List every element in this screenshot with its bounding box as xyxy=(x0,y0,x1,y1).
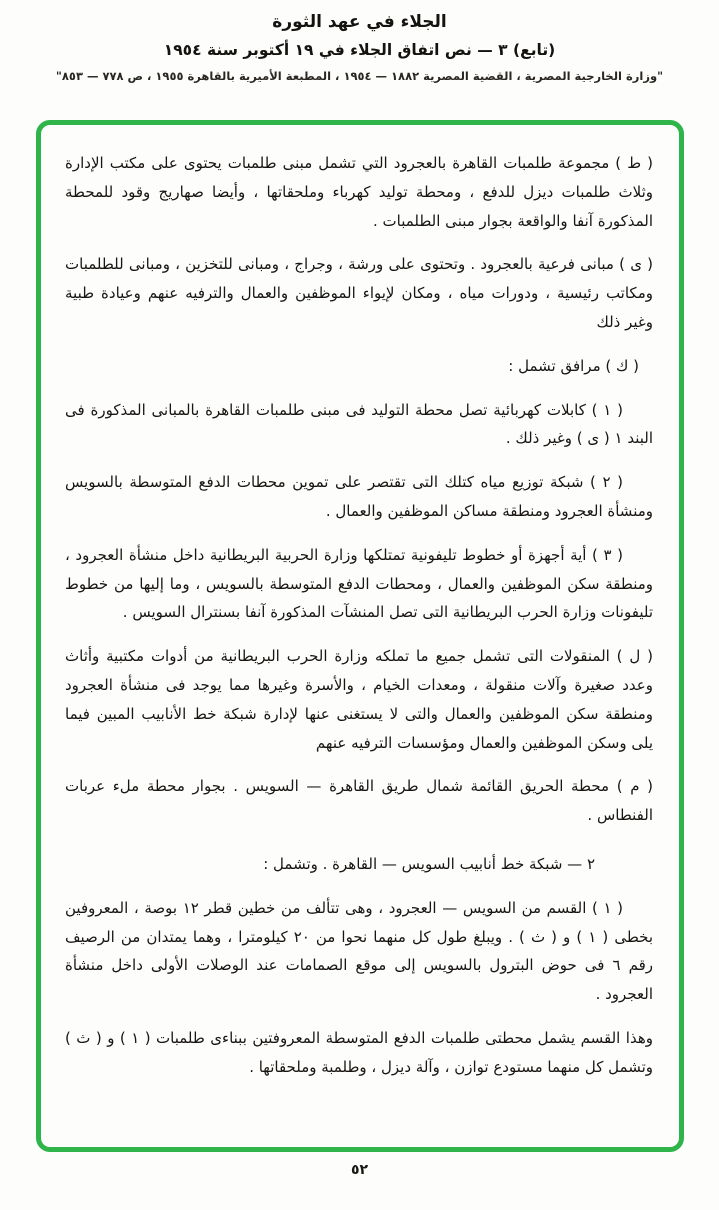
page-number: ٥٢ xyxy=(350,1162,369,1178)
clause-ta: ( ط ) مجموعة طلمبات القاهرة بالعجرود التي تشمل مبنى طلمبات يحتوى على مكتب الإدارة وثلاث طلمبات ديزل للدفع ، ومحطة توليد كهرباء وملحقاتها ، وأيضا صهاريج وقود للمحطة المذكورة آنفا والواقعة بجوار مبنى الطلمبات . xyxy=(65,154,653,230)
subclause-1: ( ١ ) كابلات كهربائية تصل محطة التوليد فى مبنى طلمبات القاهرة بالمبانى المذكورة فى البند ١ ( ى ) وغير ذلك . xyxy=(65,400,653,448)
source-citation: "وزارة الخارجية المصرية ، القضية المصرية ١٨٨٢ — ١٩٥٤ ، المطبعة الأميرية بالقاهرة ١٩٥٥ ، ص ٧٧٨ — ٨٥٣" xyxy=(55,69,664,83)
section-2-subclause-1: ( ١ ) القسم من السويس — العجرود ، وهى تتألف من خطين قطر ١٢ بوصة ، المعروفين بخطى ( ١ ) و ( ث ) . ويبلغ طول كل منهما نحوا من ٢٠ كيلومترا ، وهما يمتدان من الرصيف رقم ٦ فى حوض البترول بالسويس إلى موقع الصمامات عند الوصلات الأولى داخل منشأة العجرود . xyxy=(65,898,653,1004)
document-header xyxy=(0,12,719,83)
page-title: الجلاء في عهد الثورة xyxy=(272,12,447,32)
document-subtitle: (تابع) ٣ — نص اتفاق الجلاء في ١٩ أكتوبر سنة ١٩٥٤ xyxy=(163,41,556,59)
clause-lam: ( ل ) المنقولات التى تشمل جميع ما تملكه وزارة الحرب البريطانية من أدوات مكتبية وأثاث وعدد صغيرة وآلات منقولة ، ومعدات الخيام ، والأسرة وغيرها مما يوجد فى منشأة العجرود ومنطقة سكن الموظفين والعمال والتى لا يستغنى عنها لإدارة شبكة خط الأنابيب المبين فيما يلى وسكن الموظفين والعمال ومؤسسات الترفيه عنهم xyxy=(65,647,653,752)
clause-ya: ( ى ) مبانى فرعية بالعجرود . وتحتوى على ورشة ، وجراج ، ومبانى للتخزين ، ومبانى للطلمبات ومكاتب رئيسية ، ودورات مياه ، ومكان لإيواء الموظفين والعمال والترفيه عنهم وعيادة طبية وغير ذلك xyxy=(65,255,653,331)
clause-kaf-heading: ( ك ) مرافق تشمل : xyxy=(508,356,639,375)
subclause-3: ( ٣ ) أية أجهزة أو خطوط تليفونية تمتلكها وزارة الحربية البريطانية داخل منشأة العجرود ، ومنطقة سكن الموظفين والعمال ، ومحطات الدفع المتوسطة بالسويس ، وما إليها من خطوط تليفونات وزارة الحرب البريطانية التى تصل المنشآت المذكورة آنفا بسنترال السويس . xyxy=(65,545,653,622)
highlighted-text-region xyxy=(36,120,684,1152)
section-2-heading: ٢ — شبكة خط أنابيب السويس — القاهرة . وتشمل : xyxy=(263,854,595,873)
closing-paragraph: وهذا القسم يشمل محطتى طلمبات الدفع المتوسطة المعروفتين ببناءى طلمبات ( ١ ) و ( ث ) وتشمل كل منهما مستودع توازن ، وآلة ديزل ، وطلمبة وملحقاتها . xyxy=(65,1028,653,1076)
clause-mim: ( م ) محطة الحريق القائمة شمال طريق القاهرة — السويس . بجوار محطة ملء عربات الفنطاس . xyxy=(65,777,653,825)
subclause-2: ( ٢ ) شبكة توزيع مياه كتلك التى تقتصر على تموين محطات الدفع المتوسطة بالسويس ومنشأة العجرود ومنطقة مساكن الموظفين والعمال . xyxy=(65,473,653,520)
